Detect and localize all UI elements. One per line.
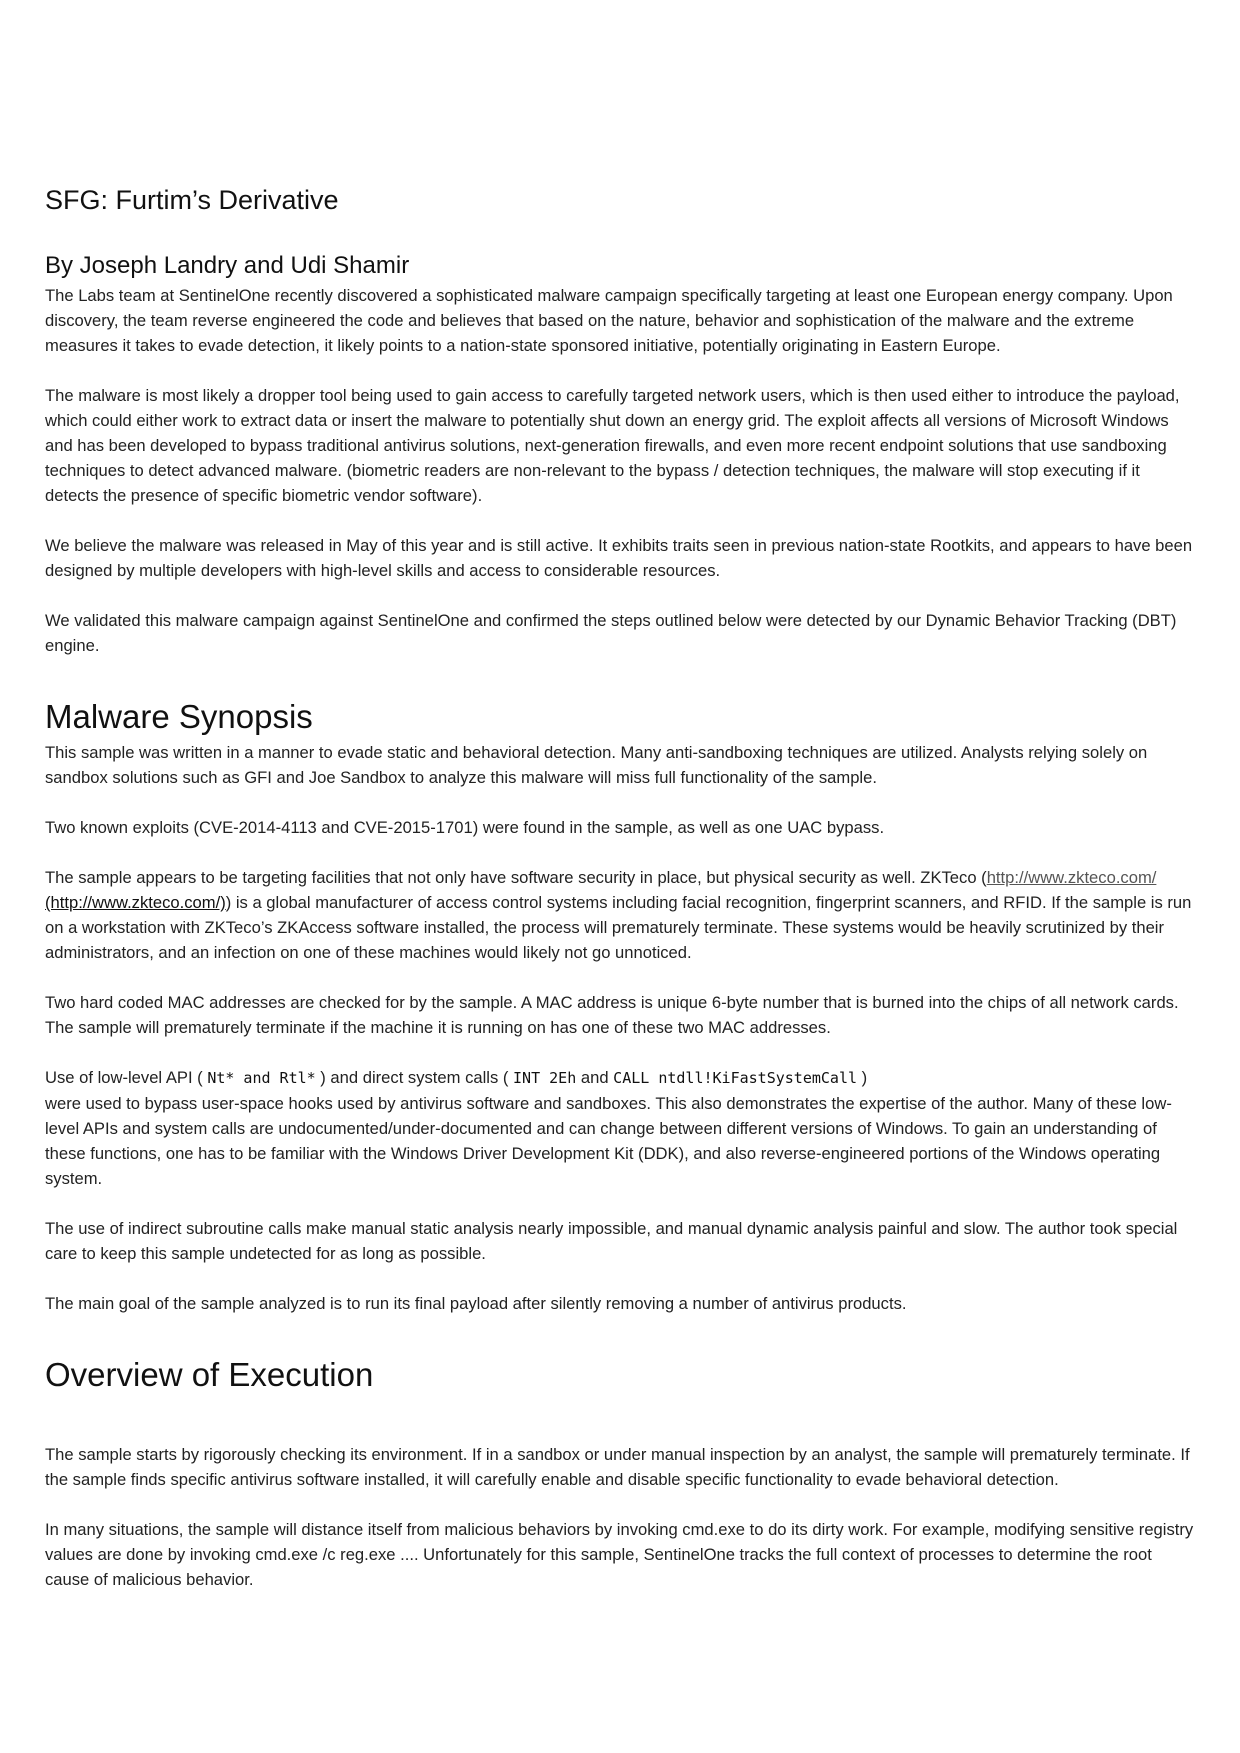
section-heading-synopsis: Malware Synopsis bbox=[45, 698, 313, 735]
intro-paragraph-2: The malware is most likely a dropper tool being used to gain access to carefully targeted network users, which is then used either to introduce the payload, which could either work to extract data or insert the malware to potentially shut down an energy grid. The exploit affects all versions of Microsoft Windows and has been developed to bypass traditional antivirus solutions, next-generation firewalls, and even more recent endpoint solutions that use sandboxing techniques to detect advanced malware. (biometric readers are non-relevant to the bypass / detection techniques, the malware will stop executing if it detects the presence of specific biometric vendor software). bbox=[45, 386, 1180, 505]
synopsis-p5-text-c: and bbox=[576, 1068, 614, 1087]
code-int-2eh: INT 2Eh bbox=[513, 1069, 577, 1087]
synopsis-p5-text-b: ) and direct system calls ( bbox=[315, 1068, 514, 1087]
synopsis-paragraph-7: The main goal of the sample analyzed is to run its final payload after silently removing a number of antivirus products. bbox=[45, 1294, 907, 1313]
synopsis-paragraph-2: Two known exploits (CVE-2014-4113 and CVE-2015-1701) were found in the sample, as well as one UAC bypass. bbox=[45, 818, 885, 837]
code-kifastsystemcall: CALL ntdll!KiFastSystemCall bbox=[613, 1069, 858, 1087]
synopsis-p5-text-rest: were used to bypass user-space hooks used by antivirus software and sandboxes. This also demonstrates the expertise of the author. Many of these low-level APIs and system calls are undocumented/under-documented and can change between different versions of Windows. To gain an understanding of these functions, one has to be familiar with the Windows Driver Development Kit (DDK), and also reverse-engineered portions of the Windows operating system. bbox=[45, 1094, 1172, 1188]
section-heading-overview: Overview of Execution bbox=[45, 1356, 374, 1393]
intro-paragraph-3: We believe the malware was released in May of this year and is still active. It exhibits traits seen in previous nation-state Rootkits, and appears to have been designed by multiple developers with high-level skills and access to considerable resources. bbox=[45, 536, 1193, 580]
author-byline: By Joseph Landry and Udi Shamir bbox=[45, 252, 410, 279]
synopsis-paragraph-3 bbox=[45, 865, 1195, 965]
code-nt-rtl: Nt* and Rtl* bbox=[207, 1069, 316, 1087]
synopsis-p5-text-a: Use of low-level API ( bbox=[45, 1068, 208, 1087]
zkteco-link[interactable]: http://www.zkteco.com/ bbox=[986, 868, 1157, 887]
intro-paragraph-4: We validated this malware campaign against SentinelOne and confirmed the steps outlined below were detected by our Dynamic Behavior Tracking (DBT) engine. bbox=[45, 611, 1177, 655]
synopsis-p3-text-after: ) is a global manufacturer of access control systems including facial recognition, fingerprint scanners, and RFID. If the sample is run on a workstation with ZKTeco’s ZKAccess software installed, the process will prematurely terminate. These systems would be heavily scrutinized by their administrators, and an infection on one of these machines would likely not go unnoticed. bbox=[45, 893, 1192, 962]
zkteco-link-url[interactable]: (http://www.zkteco.com/) bbox=[45, 893, 226, 912]
synopsis-paragraph-4: Two hard coded MAC addresses are checked for by the sample. A MAC address is unique 6-byte number that is burned into the chips of all network cards. The sample will prematurely terminate if the machine it is running on has one of these two MAC addresses. bbox=[45, 993, 1179, 1037]
document-title: SFG: Furtim’s Derivative bbox=[45, 185, 339, 215]
overview-paragraph-2: In many situations, the sample will distance itself from malicious behaviors by invoking cmd.exe to do its dirty work. For example, modifying sensitive registry values are done by invoking cmd.exe /c reg.exe .... Unfortunately for this sample, SentinelOne tracks the full context of processes to determine the root cause of malicious behavior. bbox=[45, 1520, 1194, 1589]
synopsis-paragraph-1: This sample was written in a manner to evade static and behavioral detection. Many anti-sandboxing techniques are utilized. Analysts relying solely on sandbox solutions such as GFI and Joe Sandbox to analyze this malware will miss full functionality of the sample. bbox=[45, 743, 1148, 787]
intro-paragraph-1: The Labs team at SentinelOne recently discovered a sophisticated malware campaign specifically targeting at least one European energy company. Upon discovery, the team reverse engineered the code and believes that based on the nature, behavior and sophistication of the malware and the extreme measures it takes to evade detection, it likely points to a nation-state sponsored initiative, potentially originating in Eastern Europe. bbox=[45, 286, 1173, 355]
synopsis-paragraph-6: The use of indirect subroutine calls make manual static analysis nearly impossible, and manual dynamic analysis painful and slow. The author took special care to keep this sample undetected for as long as possible. bbox=[45, 1219, 1178, 1263]
overview-paragraph-1: The sample starts by rigorously checking its environment. If in a sandbox or under manual inspection by an analyst, the sample will prematurely terminate. If the sample finds specific antivirus software installed, it will carefully enable and disable specific functionality to evade behavioral detection. bbox=[45, 1445, 1190, 1489]
synopsis-p3-text-before: The sample appears to be targeting facilities that not only have software security in place, but physical security as well. ZKTeco ( bbox=[45, 868, 987, 887]
synopsis-p5-text-d: ) bbox=[857, 1068, 868, 1087]
synopsis-paragraph-5 bbox=[45, 1065, 1195, 1191]
